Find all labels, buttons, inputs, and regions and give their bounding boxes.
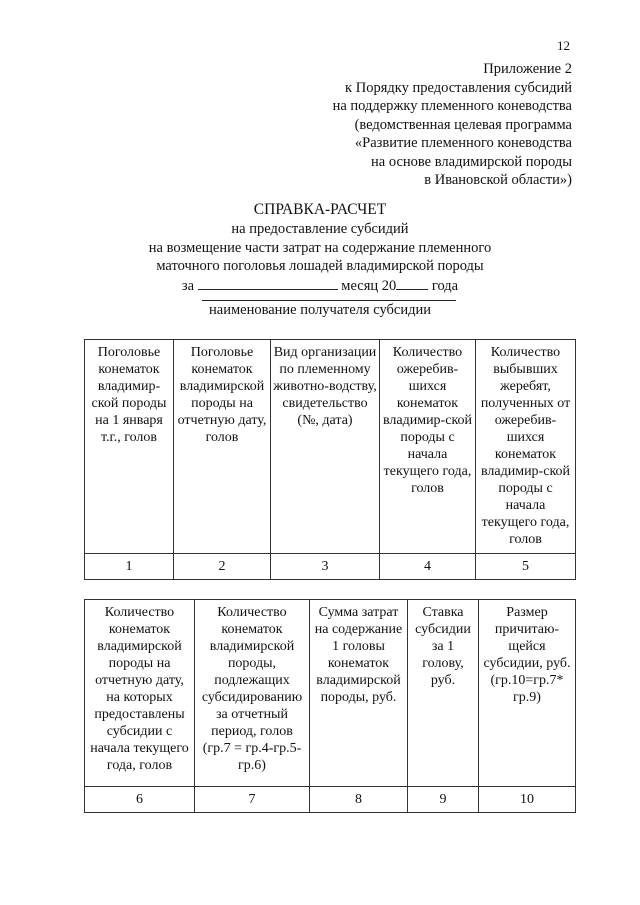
column-number: 3 bbox=[271, 554, 380, 580]
column-number-row bbox=[85, 554, 576, 580]
column-number: 4 bbox=[380, 554, 476, 580]
table-header-cell: Сумма затрат на содержание 1 головы конематок владимирской породы, руб. bbox=[310, 600, 408, 787]
appendix-line: на основе владимирской породы bbox=[371, 153, 572, 170]
table-header-cell: Ставка субсидии за 1 голову, руб. bbox=[408, 600, 479, 787]
month-blank bbox=[198, 276, 338, 290]
column-number: 9 bbox=[408, 787, 479, 813]
year-blank bbox=[396, 276, 428, 290]
column-number-row bbox=[85, 787, 576, 813]
appendix-header bbox=[333, 60, 572, 190]
table-header-cell: Количество конематок владимирской породы, подлежащих субсидированию за отчетный период, голов (гр.7 = гр.4-гр.5-гр.6) bbox=[195, 600, 310, 787]
table-header-cell: Поголовье конематок владимир-ской породы на 1 января т.г., голов bbox=[85, 340, 174, 554]
recipient-label: наименование получателя субсидии bbox=[209, 302, 431, 318]
column-number: 2 bbox=[174, 554, 271, 580]
title-subline: на предоставление субсидий bbox=[231, 221, 409, 237]
column-number: 1 bbox=[85, 554, 174, 580]
table-header-cell: Поголовье конематок владимирской породы на отчетную дату, голов bbox=[174, 340, 271, 554]
calculation-table-1 bbox=[84, 339, 576, 580]
table-header-cell: Вид организации по племенному животно-водству, свидетельство (№, дата) bbox=[271, 340, 380, 554]
appendix-line: «Развитие племенного коневодства bbox=[354, 135, 572, 151]
calculation-table-2 bbox=[84, 599, 576, 813]
table-header-cell: Количество ожеребив-шихся конематок владимир-ской породы с начала текущего года, голов bbox=[380, 340, 476, 554]
table-header-cell: Размер причитаю-щейся субсидии, руб. (гр.10=гр.7* гр.9) bbox=[479, 600, 576, 787]
appendix-line: на поддержку племенного коневодства bbox=[332, 98, 572, 114]
period-prefix: за bbox=[181, 277, 195, 294]
title-subline: на возмещение части затрат на содержание племенного bbox=[148, 239, 492, 256]
appendix-line: (ведомственная целевая программа bbox=[354, 116, 572, 133]
column-number: 5 bbox=[476, 554, 576, 580]
table-header-row bbox=[85, 340, 576, 554]
recipient-name-line bbox=[202, 300, 456, 301]
period-month-label: месяц 20 bbox=[341, 277, 397, 294]
period-line bbox=[0, 276, 640, 296]
document-title: СПРАВКА-РАСЧЕТ bbox=[253, 201, 387, 218]
document-title-block bbox=[0, 199, 640, 295]
table-header-cell: Количество конематок владимирской породы на отчетную дату, на которых предоставлены субсидии с начала текущего года, голов bbox=[85, 600, 195, 787]
table-header-cell: Количество выбывших жеребят, полученных от ожеребив-шихся конематок владимир-ской породы с начала текущего года, голов bbox=[476, 340, 576, 554]
page-number: 12 bbox=[557, 38, 570, 53]
table-header-row bbox=[85, 600, 576, 787]
title-subline: маточного поголовья лошадей владимирской породы bbox=[156, 258, 484, 274]
column-number: 10 bbox=[479, 787, 576, 813]
appendix-line: в Ивановской области») bbox=[424, 172, 572, 188]
appendix-line: Приложение 2 bbox=[483, 61, 572, 77]
appendix-line: к Порядку предоставления субсидий bbox=[345, 79, 572, 96]
period-year-label: года bbox=[431, 277, 459, 294]
column-number: 6 bbox=[85, 787, 195, 813]
column-number: 8 bbox=[310, 787, 408, 813]
column-number: 7 bbox=[195, 787, 310, 813]
